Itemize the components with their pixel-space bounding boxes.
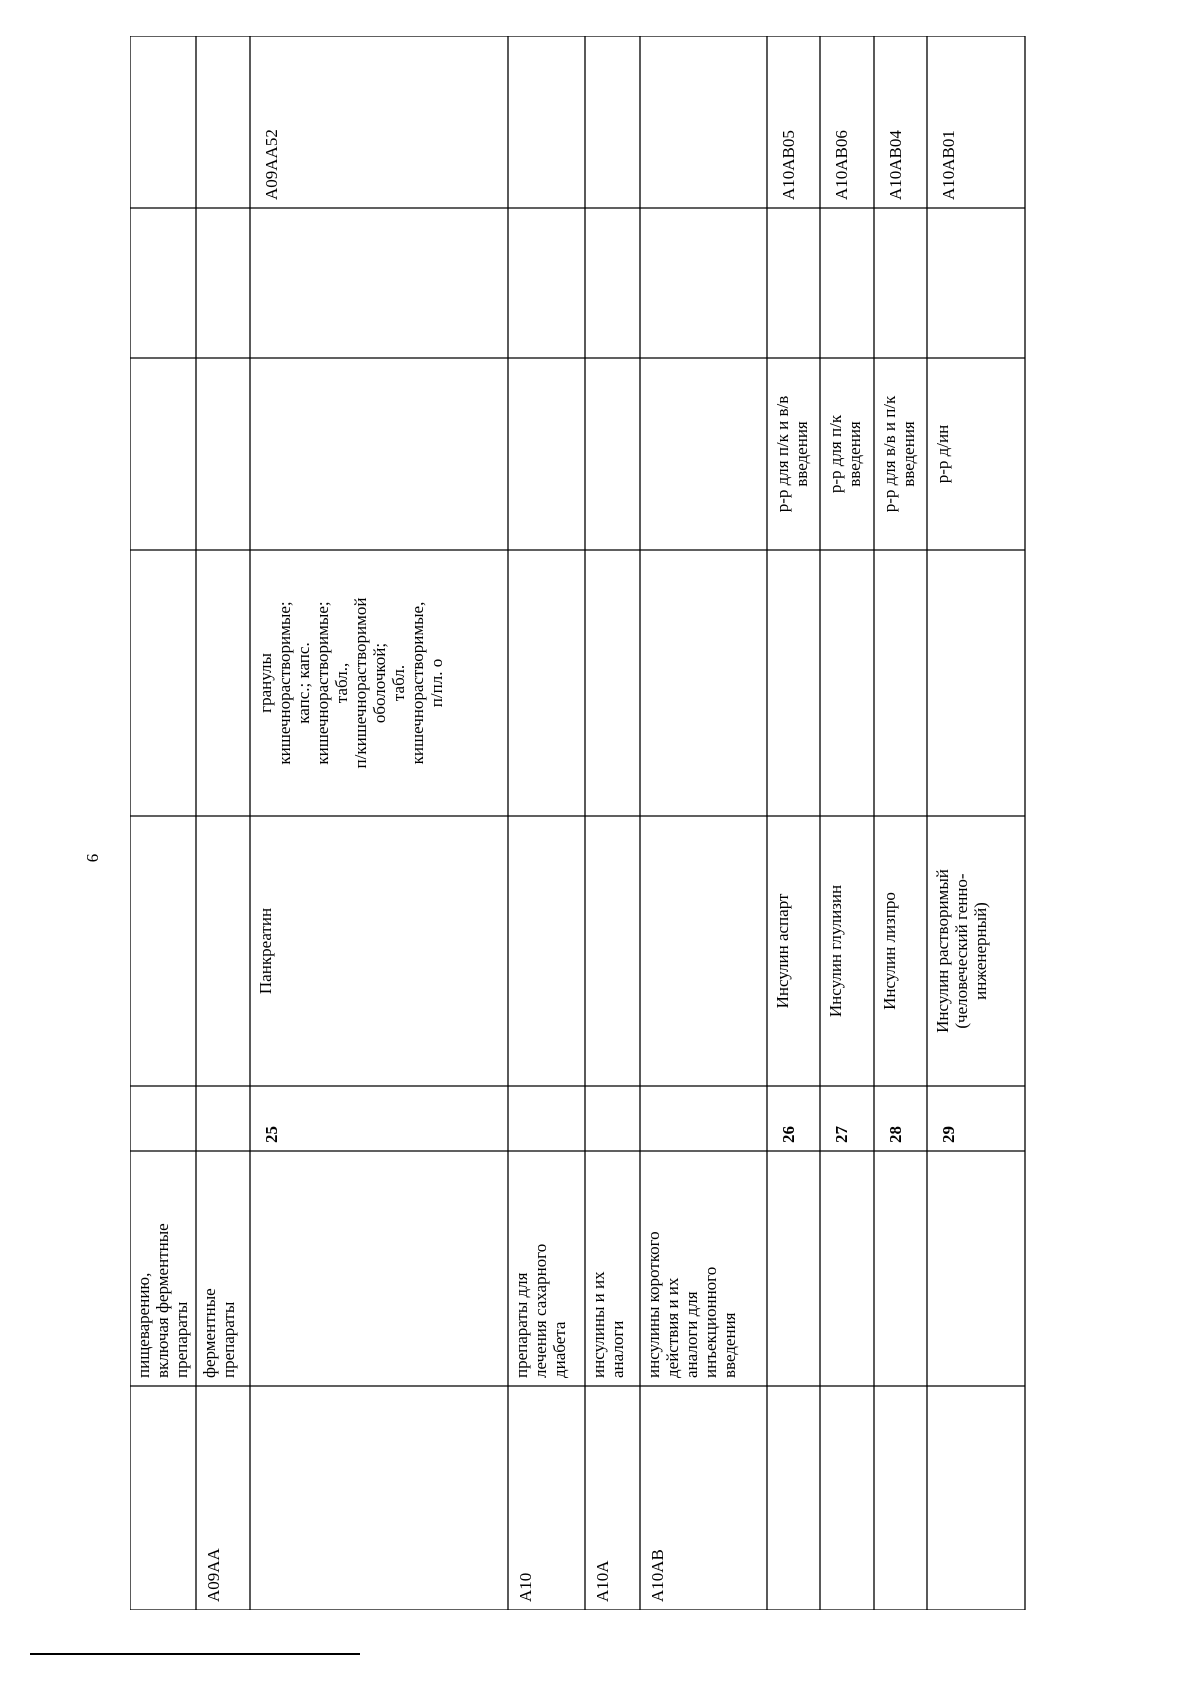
route-form-line: р-р д/ин [933, 424, 952, 484]
atc-code: A09AA52 [262, 129, 281, 200]
dosage-form-line: п/кишечнорастворимой [351, 597, 370, 769]
group-name-line: инсулины короткого [644, 1231, 663, 1378]
group-name-line: инсулины и их [589, 1271, 608, 1378]
atc-code: A10AB01 [939, 130, 958, 200]
group-name-line: аналоги для [682, 1291, 701, 1378]
dosage-form-line: табл. [389, 664, 408, 702]
dosage-form-line: кишечнорастворимые; [275, 601, 294, 765]
route-form-line: р-р для в/в и п/к [880, 395, 899, 513]
route-form [773, 366, 811, 542]
route-form [933, 366, 952, 542]
atc-group-code: A09AA [204, 1548, 223, 1602]
route-form-line: введения [792, 421, 811, 487]
drug-table [130, 36, 1154, 1610]
group-name-line: пищеварению, [134, 1272, 153, 1378]
atc-group-code: A10A [593, 1560, 612, 1602]
group-name-line: препараты [219, 1301, 238, 1378]
row-number: 27 [832, 1126, 851, 1143]
group-name-line: действия и их [663, 1277, 682, 1378]
group-name-line: лечения сахарного [531, 1243, 550, 1378]
page-number: 9 [83, 853, 102, 863]
group-name [200, 1159, 238, 1378]
row-number: 28 [886, 1126, 905, 1143]
row-number: 29 [939, 1126, 958, 1143]
dosage-form-line: оболочкой; [370, 642, 389, 724]
row-number: 25 [262, 1126, 281, 1143]
group-name-line: препараты для [512, 1272, 531, 1378]
drug-name-line: Панкреатин [256, 907, 275, 995]
route-form [826, 366, 864, 542]
route-form-line: введения [845, 421, 864, 487]
group-name-line: диабета [550, 1321, 569, 1378]
dosage-form-line: капс.; капс. [294, 642, 313, 724]
drug-name-line: Инсулин аспарт [773, 893, 792, 1009]
dosage-form [256, 558, 446, 808]
atc-code: A10AB04 [886, 130, 905, 200]
drug-name-line: Инсулин глулизин [826, 884, 845, 1018]
group-name-line: включая ферментные [153, 1223, 172, 1378]
atc-group-code: A10AB [648, 1549, 667, 1602]
route-form [880, 366, 918, 542]
footer-rule [30, 1653, 360, 1655]
atc-code: A10AB05 [779, 130, 798, 200]
drug-name-line: (человеческий генно- [952, 873, 971, 1029]
route-form-line: р-р для п/к [826, 414, 845, 494]
atc-group-code: A10 [516, 1572, 535, 1602]
route-form-line: р-р для п/к и в/в [773, 395, 792, 513]
group-name-line: инъекционного [701, 1266, 720, 1378]
table-grid [130, 36, 1154, 1610]
dosage-form-line: табл., [332, 662, 351, 704]
group-name [589, 1159, 627, 1378]
drug-name-line: Инсулин растворимый [933, 869, 952, 1033]
group-name [134, 1159, 191, 1378]
group-name-line: препараты [172, 1301, 191, 1378]
drug-name [773, 824, 792, 1078]
dosage-form-line: п/пл. о [427, 658, 446, 708]
group-name-line: введения [720, 1312, 739, 1378]
atc-code: A10AB06 [832, 130, 851, 200]
route-form-line: введения [899, 421, 918, 487]
row-number: 26 [779, 1126, 798, 1143]
group-name [644, 1159, 739, 1378]
group-name [512, 1159, 569, 1378]
dosage-form-line: гранулы [256, 653, 275, 713]
drug-name-line: Инсулин лизпро [880, 892, 899, 1010]
group-name-line: аналоги [608, 1320, 627, 1378]
drug-name-line: инженерный) [971, 902, 990, 1000]
dosage-form-line: кишечнорастворимые, [408, 601, 427, 765]
drug-name [826, 824, 845, 1078]
dosage-form-line: кишечнорастворимые; [313, 601, 332, 765]
drug-name [256, 824, 275, 1078]
drug-name [880, 824, 899, 1078]
drug-name [933, 824, 990, 1078]
group-name-line: ферментные [200, 1288, 219, 1378]
